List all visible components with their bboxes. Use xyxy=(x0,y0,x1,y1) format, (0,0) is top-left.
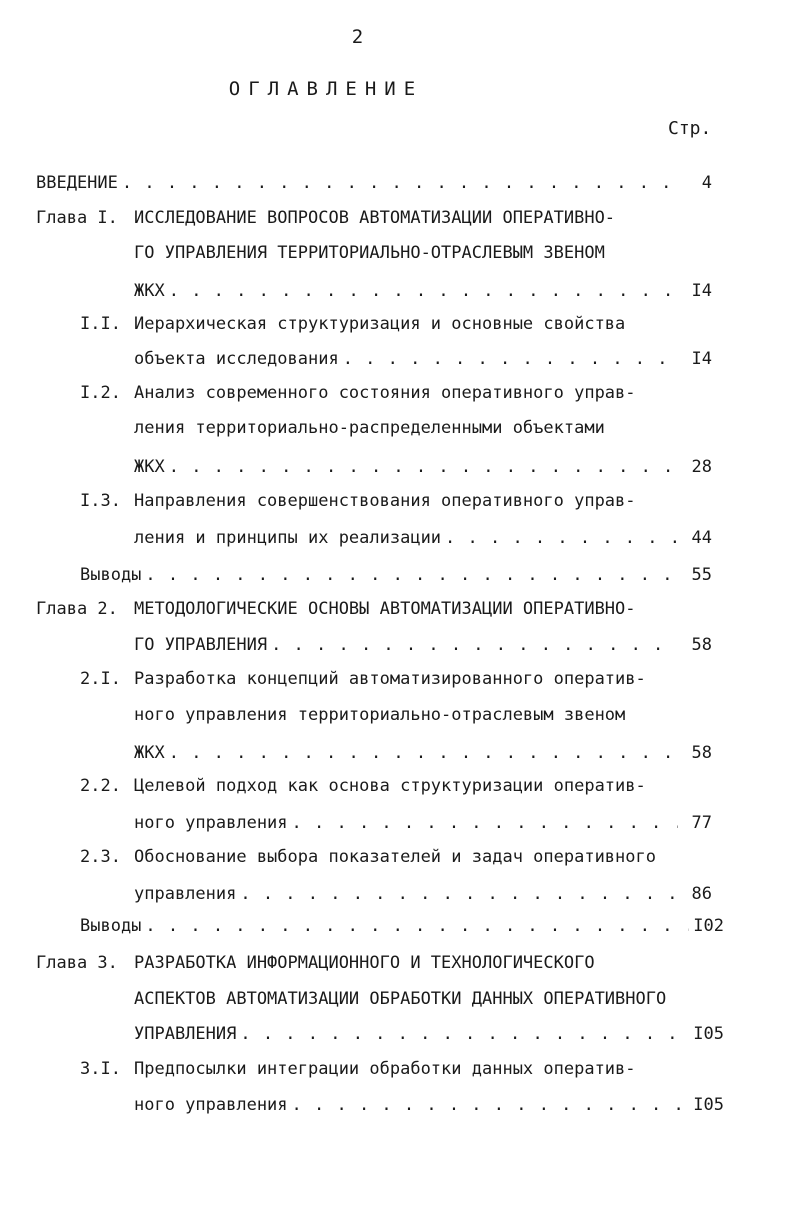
toc-entry-last-line xyxy=(134,1021,724,1047)
toc-entry-conclusions-1[interactable] xyxy=(80,562,712,588)
toc-entry-line: ГО УПРАВЛЕНИЯ xyxy=(134,635,268,655)
toc-entry-conclusions-2[interactable] xyxy=(80,913,724,939)
leader-dots xyxy=(169,740,678,766)
toc-label: 2.I. xyxy=(80,669,121,689)
leader-dots xyxy=(240,1021,689,1047)
toc-entry-line: ления территориально-распределенными объектами xyxy=(134,418,605,438)
toc-page-number: I05 xyxy=(693,1095,724,1115)
toc-entry-line: ЖКХ xyxy=(134,457,165,477)
page-number: 2 xyxy=(351,26,364,48)
toc-entry-line: МЕТОДОЛОГИЧЕСКИЕ ОСНОВЫ АВТОМАТИЗАЦИИ ОПЕРАТИВНО- xyxy=(134,599,636,619)
toc-entry-text: Выводы xyxy=(80,916,142,936)
toc-page-number: 28 xyxy=(691,457,712,477)
toc-entry-line: Обоснование выбора показателей и задач оперативного xyxy=(134,847,656,867)
toc-entry-line: ного управления территориально-отраслевым звеном xyxy=(134,705,626,725)
leader-dots xyxy=(122,170,678,196)
toc-page-number: 58 xyxy=(691,743,712,763)
toc-entry-last-line xyxy=(134,1092,724,1118)
toc-entry-line: ления и принципы их реализации xyxy=(134,528,442,548)
toc-entry-line: ЖКХ xyxy=(134,281,165,301)
toc-entry-line: ного управления xyxy=(134,1095,288,1115)
toc-page-number: 4 xyxy=(701,173,712,193)
leader-dots xyxy=(145,913,689,939)
leader-dots xyxy=(292,810,678,836)
leader-dots xyxy=(445,525,678,551)
toc-label: I.I. xyxy=(80,314,121,334)
toc-label: 3.I. xyxy=(80,1059,121,1079)
toc-entry-last-line xyxy=(134,525,712,551)
toc-entry-text: ВВЕДЕНИЕ xyxy=(36,173,118,193)
toc-label: Глава 3. xyxy=(36,953,118,973)
toc-entry-line: ГО УПРАВЛЕНИЯ ТЕРРИТОРИАЛЬНО-ОТРАСЛЕВЫМ ЗВЕНОМ xyxy=(134,243,605,263)
toc-entry-last-line xyxy=(134,278,712,304)
leader-dots xyxy=(240,881,678,907)
leader-dots xyxy=(271,632,678,658)
toc-page-number: 77 xyxy=(691,813,712,833)
toc-entry-line: управления xyxy=(134,884,237,904)
toc-entry-line: ного управления xyxy=(134,813,288,833)
toc-page-number: I05 xyxy=(693,1024,724,1044)
toc-entry-line: Направления совершенствования оперативного управ- xyxy=(134,491,636,511)
toc-label: Глава 2. xyxy=(36,599,118,619)
toc-page-number: 55 xyxy=(691,565,712,585)
toc-page-number: I4 xyxy=(691,349,712,369)
toc-entry-line: ИССЛЕДОВАНИЕ ВОПРОСОВ АВТОМАТИЗАЦИИ ОПЕРАТИВНО- xyxy=(134,208,616,228)
toc-entry-line: Анализ современного состояния оперативного управ- xyxy=(134,383,636,403)
toc-entry-line: Целевой подход как основа структуризации оператив- xyxy=(134,776,646,796)
toc-entry-last-line xyxy=(134,740,712,766)
toc-entry-line: ЖКХ xyxy=(134,743,165,763)
toc-page-number: I02 xyxy=(693,916,724,936)
toc-entry-last-line xyxy=(134,454,712,480)
toc-label: I.2. xyxy=(80,383,121,403)
toc-entry-line: Разработка концепций автоматизированного оператив- xyxy=(134,669,646,689)
leader-dots xyxy=(292,1092,690,1118)
toc-entry-text: Выводы xyxy=(80,565,142,585)
toc-page-number: I4 xyxy=(691,281,712,301)
toc-label: Глава I. xyxy=(36,208,118,228)
page-column-header: Стр. xyxy=(668,118,712,139)
leader-dots xyxy=(343,346,678,372)
toc-entry-line: УПРАВЛЕНИЯ xyxy=(134,1024,237,1044)
toc-entry-last-line xyxy=(134,346,712,372)
toc-page-number: 44 xyxy=(691,528,712,548)
leader-dots xyxy=(169,454,678,480)
toc-title: ОГЛАВЛЕНИЕ xyxy=(228,78,424,100)
toc-entry-introduction[interactable] xyxy=(36,170,712,196)
toc-page-number: 58 xyxy=(691,635,712,655)
toc-page-number: 86 xyxy=(691,884,712,904)
toc-entry-line: Предпосылки интеграции обработки данных оператив- xyxy=(134,1059,636,1079)
toc-entry-last-line xyxy=(134,881,712,907)
toc-label: 2.2. xyxy=(80,776,121,796)
toc-entry-last-line xyxy=(134,810,712,836)
toc-entry-last-line xyxy=(134,632,712,658)
leader-dots xyxy=(145,562,678,588)
toc-entry-line: РАЗРАБОТКА ИНФОРМАЦИОННОГО И ТЕХНОЛОГИЧЕСКОГО xyxy=(134,953,595,973)
toc-entry-line: Иерархическая структуризация и основные свойства xyxy=(134,314,626,334)
toc-entry-line: объекта исследования xyxy=(134,349,339,369)
toc-label: I.3. xyxy=(80,491,121,511)
toc-entry-line: АСПЕКТОВ АВТОМАТИЗАЦИИ ОБРАБОТКИ ДАННЫХ ОПЕРАТИВНОГО xyxy=(134,989,667,1009)
toc-label: 2.3. xyxy=(80,847,121,867)
leader-dots xyxy=(169,278,678,304)
